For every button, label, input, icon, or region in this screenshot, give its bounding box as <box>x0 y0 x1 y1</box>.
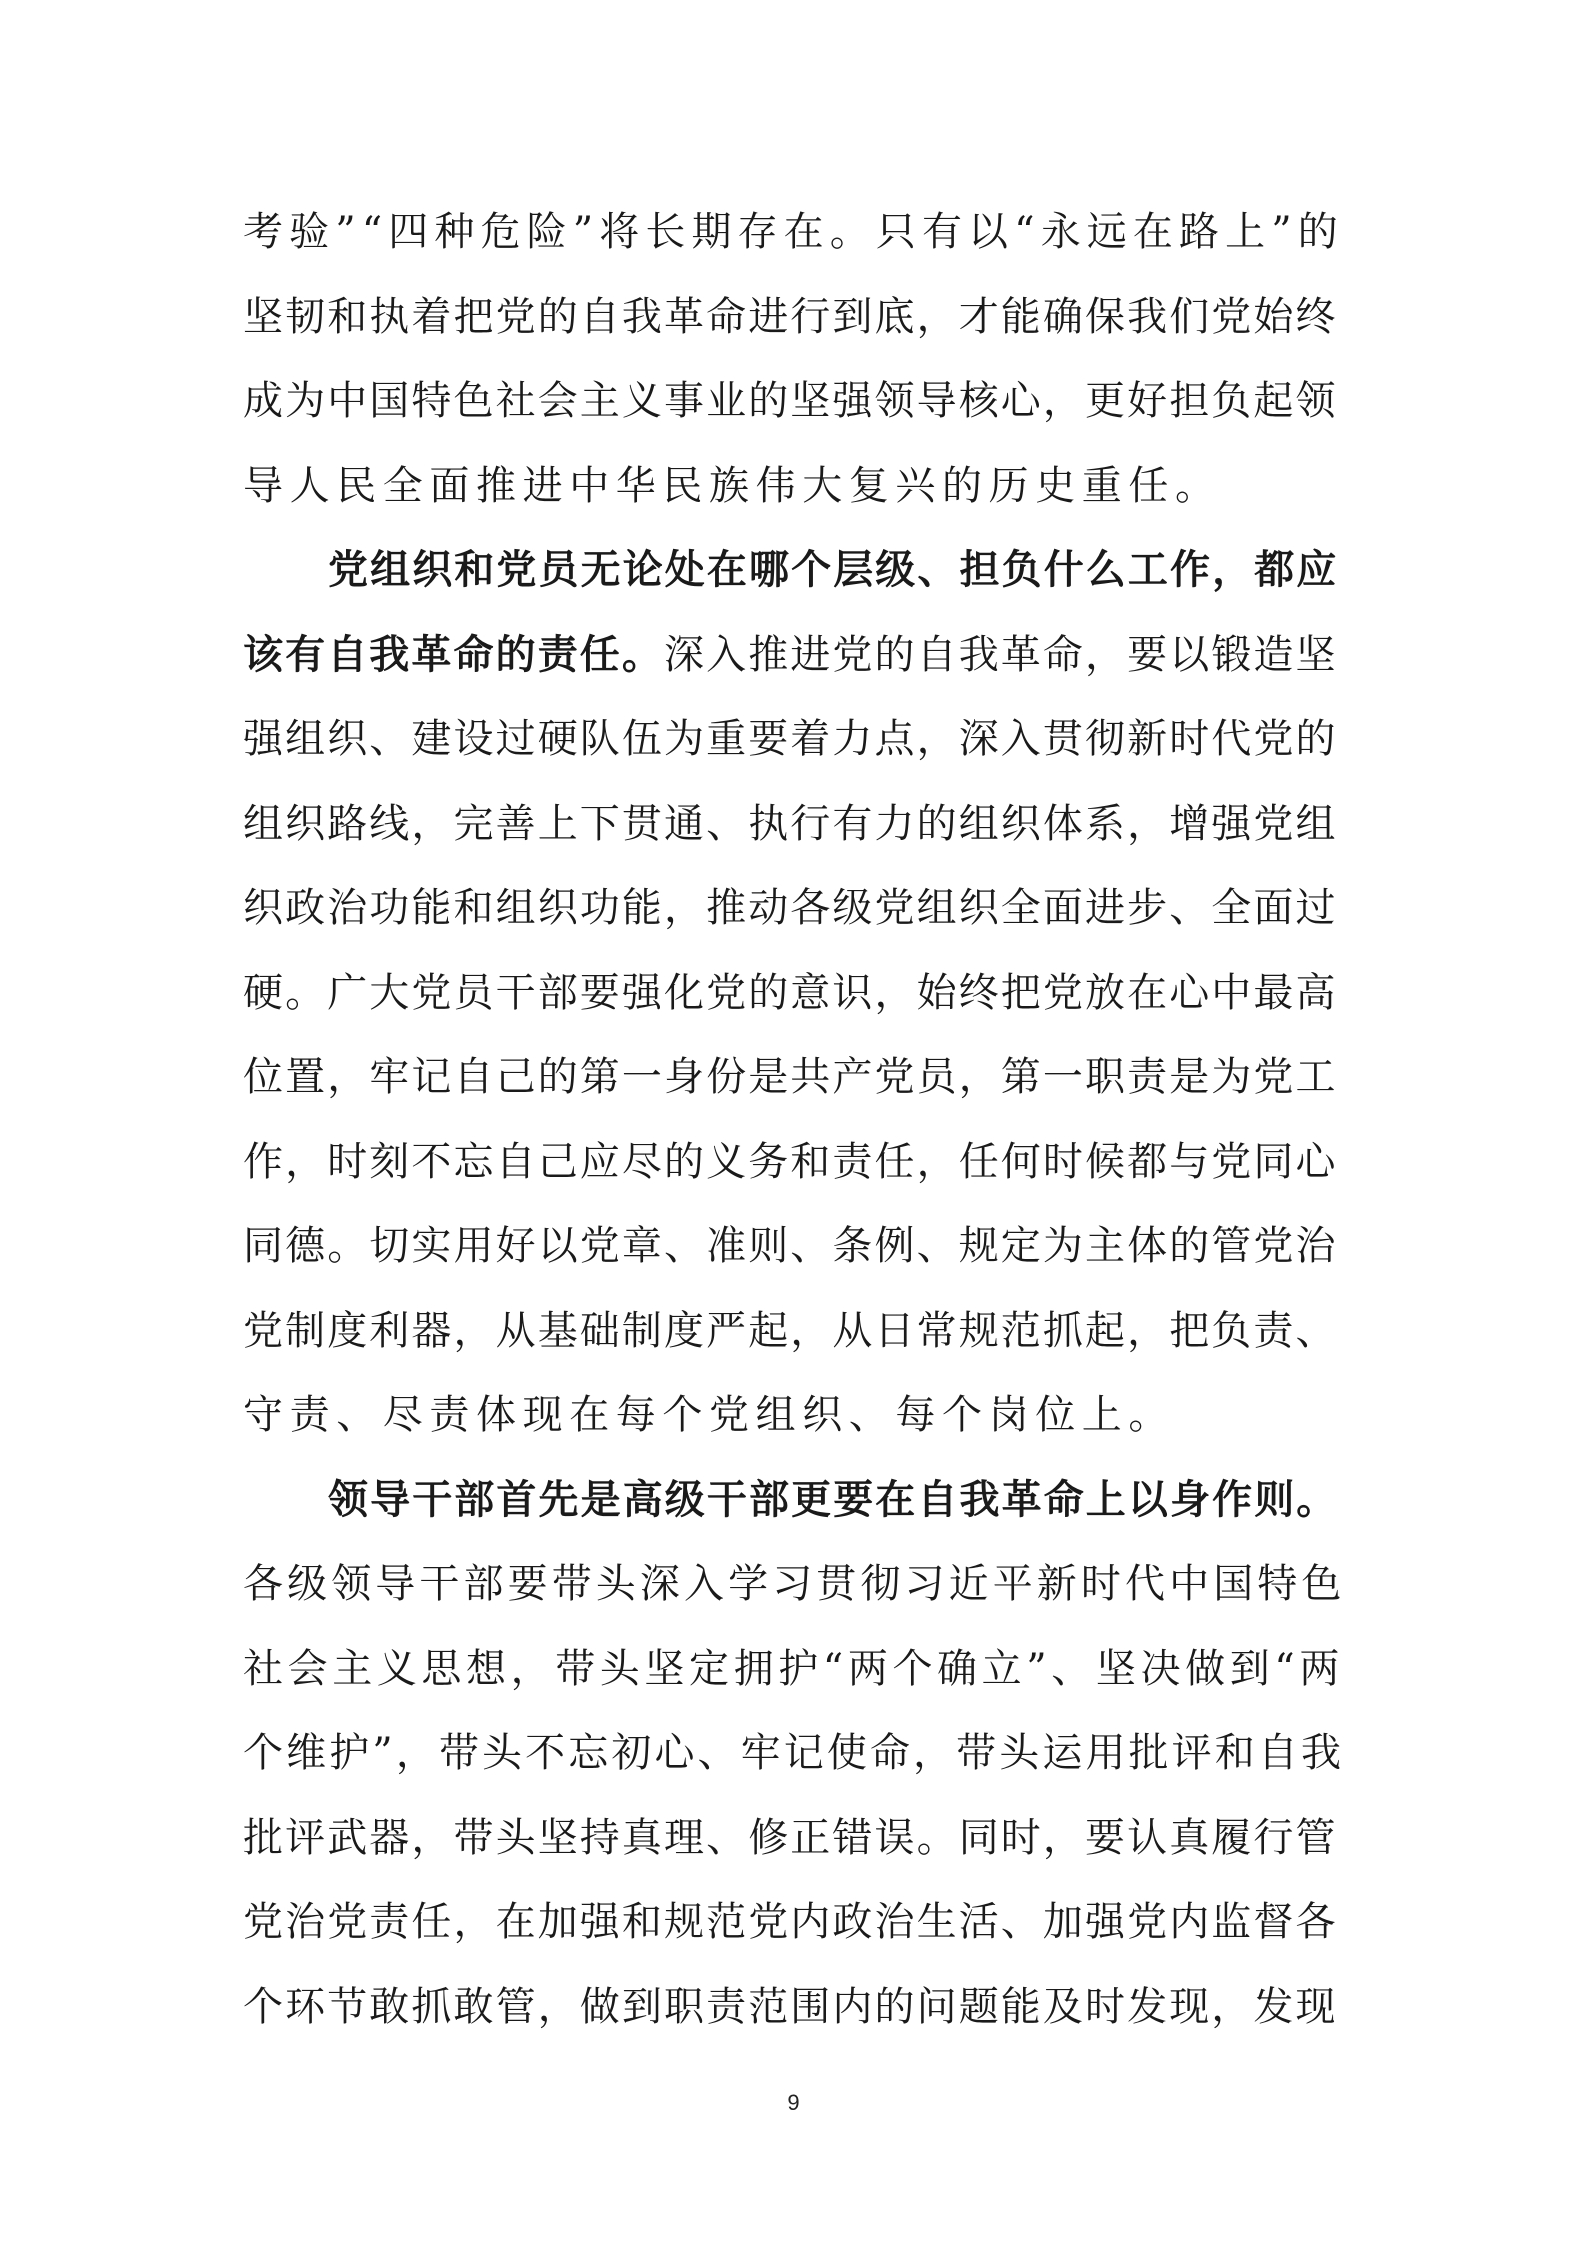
line-text: 强组织、建设过硬队伍为重要着力点，深入贯彻新时代党的 <box>243 716 1338 762</box>
text-line <box>243 1880 1347 1965</box>
line-text: 各级领导干部要带头深入学习贯彻习近平新时代中国特色 <box>243 1561 1346 1607</box>
line-text: 社会主义思想，带头坚定拥护“两个确立”、坚决做到“两 <box>243 1645 1344 1692</box>
paragraph-heading-line <box>243 1458 1347 1543</box>
line-text: 同德。切实用好以党章、准则、条例、规定为主体的管党治 <box>243 1223 1338 1269</box>
line-text: 硬。广大党员干部要强化党的意识，始终把党放在心中最高 <box>243 969 1338 1016</box>
line-text: 批评武器，带头坚持真理、修正错误。同时，要认真履行管 <box>243 1814 1338 1861</box>
line-text: 位置，牢记自己的第一身份是共产党员，第一职责是为党工 <box>243 1054 1338 1100</box>
text-line <box>243 866 1347 951</box>
text-line <box>243 782 1347 867</box>
bold-heading-text: 该有自我革命的责任。 <box>243 630 664 678</box>
text-line <box>243 697 1347 782</box>
text-line <box>243 1289 1347 1374</box>
page-number: 9 <box>787 2090 800 2115</box>
bold-heading-text: 领导干部首先是高级干部更要在自我革命上以身作则。 <box>328 1475 1339 1523</box>
line-text: 组织路线，完善上下贯通、执行有力的组织体系，增强党组 <box>243 800 1338 847</box>
line-text: 考验”“四种危险”将长期存在。只有以“永远在路上”的 <box>243 209 1344 255</box>
text-line <box>243 951 1347 1036</box>
line-text: 党治党责任，在加强和规范党内政治生活、加强党内监督各 <box>243 1899 1338 1945</box>
text-line <box>243 1711 1347 1796</box>
body-text <box>243 190 1347 2049</box>
text-line <box>243 613 1347 698</box>
line-text: 织政治功能和组织功能，推动各级党组织全面进步、全面过 <box>243 885 1338 931</box>
text-line <box>243 444 1347 529</box>
line-text: 深入推进党的自我革命，要以锻造坚 <box>664 631 1338 678</box>
paragraph-heading-line <box>243 528 1347 613</box>
line-text: 坚韧和执着把党的自我革命进行到底，才能确保我们党始终 <box>243 293 1338 340</box>
text-line <box>243 1965 1347 2050</box>
text-line <box>243 1796 1347 1881</box>
text-line <box>243 1542 1347 1627</box>
text-line <box>243 1120 1347 1205</box>
text-line <box>243 1204 1347 1289</box>
text-line <box>243 1373 1347 1458</box>
text-line <box>243 275 1347 360</box>
line-text: 导人民全面推进中华民族伟大复兴的历史重任。 <box>243 462 1222 509</box>
text-line <box>243 359 1347 444</box>
text-line <box>243 190 1347 275</box>
line-text: 个维护”，带头不忘初心、牢记使命，带头运用批评和自我 <box>243 1730 1345 1776</box>
text-line <box>243 1035 1347 1120</box>
line-text: 个环节敢抓敢管，做到职责范围内的问题能及时发现，发现 <box>243 1983 1338 2030</box>
line-text: 守责、尽责体现在每个党组织、每个岗位上。 <box>243 1392 1175 1438</box>
line-text: 党制度利器，从基础制度严起，从日常规范抓起，把负责、 <box>243 1307 1338 1354</box>
line-text: 作，时刻不忘自己应尽的义务和责任，任何时候都与党同心 <box>243 1138 1338 1185</box>
line-text: 成为中国特色社会主义事业的坚强领导核心，更好担负起领 <box>243 378 1338 424</box>
text-line <box>243 1627 1347 1712</box>
bold-heading-text: 党组织和党员无论处在哪个层级、担负什么工作，都应 <box>328 546 1339 593</box>
